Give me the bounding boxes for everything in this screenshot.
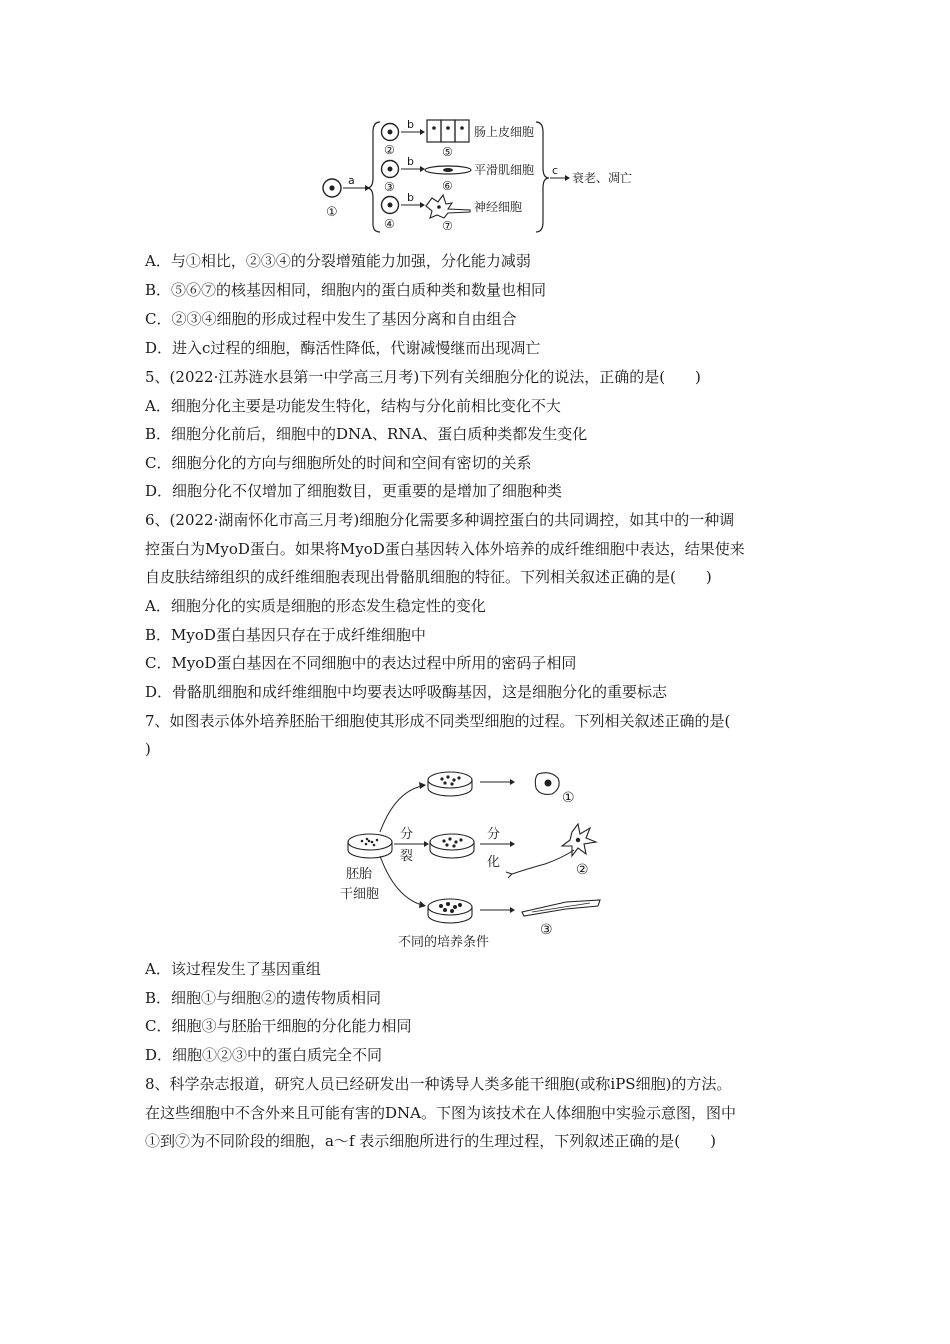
q6-stem-line-2: 控蛋白为MyoD蛋白。如果将MyoD蛋白基因转入体外培养的成纤维细胞中表达，结果使来 (145, 540, 745, 558)
label-differentiated-2: ② (576, 862, 589, 878)
q8-stem-line-1: 8、科学杂志报道，研究人员已经研发出一种诱导人类多能干细胞(或称iPS细胞)的方法。 (145, 1075, 732, 1093)
left-brace (367, 122, 380, 232)
arrow-c-label: c (552, 164, 559, 177)
label-embryo-2: 干细胞 (340, 887, 380, 902)
q4-option-c: C．②③④细胞的形成过程中发生了基因分离和自由组合 (145, 310, 517, 328)
q6-stem-line-1: 6、(2022·湖南怀化市高三月考)细胞分化需要多种调控蛋白的共同调控，如其中的一种调 (145, 511, 735, 529)
q6-option-d: D．骨骼肌细胞和成纤维细胞中均要表达呼吸酶基因，这是细胞分化的重要标志 (145, 683, 668, 701)
q5-option-b: B．细胞分化前后，细胞中的DNA、RNA、蛋白质种类都发生变化 (145, 425, 588, 443)
figure-stem-cell-culture (340, 762, 610, 952)
q4-option-a: A．与①相比，②③④的分裂增殖能力加强，分化能力减弱 (145, 252, 531, 270)
q5-stem: 5、(2022·江苏涟水县第一中学高三月考)下列有关细胞分化的说法，正确的是( ) (145, 368, 701, 386)
nerve-cell (426, 195, 470, 218)
q6-option-c: C．MyoD蛋白基因在不同细胞中的表达过程中所用的密码子相同 (145, 654, 577, 672)
label-smooth-muscle: 平滑肌细胞 (474, 163, 535, 177)
q6-option-a: A．细胞分化的实质是细胞的形态发生稳定性的变化 (145, 597, 486, 615)
label-differentiated-3: ③ (540, 922, 553, 938)
label-cell-3: ③ (384, 180, 395, 194)
differentiated-cell-3-muscle (522, 900, 600, 916)
q5-option-d: D．细胞分化不仅增加了细胞数目，更重要的是增加了细胞种类 (145, 482, 563, 500)
arrow-b-label-2: b (407, 155, 414, 168)
q7-option-a: A．该过程发生了基因重组 (145, 960, 321, 978)
label-cell-1: ① (326, 205, 338, 220)
dish-bottom (428, 899, 472, 923)
intestine-cells (427, 120, 469, 142)
label-cell-2: ② (384, 143, 395, 157)
q8-stem-line-2: 在这些细胞中不含外来且可能有害的DNA。下图为该技术在人体细胞中实验示意图，图中 (145, 1104, 736, 1122)
q7-stem-line-2: ) (145, 740, 151, 758)
label-diff-1: 分 (487, 827, 501, 842)
q5-option-a: A．细胞分化主要是功能发生特化，结构与分化前相比变化不大 (145, 397, 561, 415)
figure-cell-differentiation (310, 112, 640, 236)
q6-option-b: B．MyoD蛋白基因只存在于成纤维细胞中 (145, 626, 426, 644)
label-diff-2: 化 (487, 855, 501, 870)
figure2-caption: 不同的培养条件 (398, 935, 490, 950)
label-split-1: 分 (400, 827, 414, 842)
dish-embryonic (348, 834, 392, 858)
label-cell-4: ④ (384, 217, 395, 231)
right-brace (536, 122, 549, 232)
q7-option-b: B．细胞①与细胞②的遗传物质相同 (145, 989, 382, 1007)
differentiated-cell-1 (535, 773, 559, 795)
label-split-2: 裂 (400, 849, 414, 864)
label-cell-6: ⑥ (442, 179, 453, 193)
arrow-b-label-1: b (407, 118, 414, 131)
arrow-a-label: a (348, 174, 355, 187)
label-cell-5: ⑤ (442, 145, 453, 159)
label-cell-7: ⑦ (442, 219, 453, 233)
q8-stem-line-3: ①到⑦为不同阶段的细胞，a～f 表示细胞所进行的生理过程，下列叙述正确的是( ) (145, 1132, 716, 1150)
label-embryo-1: 胚胎 (346, 867, 373, 882)
q7-stem-line-1: 7、如图表示体外培养胚胎干细胞使其形成不同类型细胞的过程。下列相关叙述正确的是( (145, 712, 731, 730)
dish-middle (430, 834, 474, 858)
label-intestine: 肠上皮细胞 (474, 125, 535, 139)
label-differentiated-1: ① (562, 790, 575, 806)
arrow-b-label-3: b (407, 191, 414, 204)
label-nerve: 神经细胞 (474, 200, 523, 214)
q6-stem-line-3: 自皮肤结缔组织的成纤维细胞表现出骨骼肌细胞的特征。下列相关叙述正确的是( ) (145, 568, 712, 586)
q7-option-d: D．细胞①②③中的蛋白质完全不同 (145, 1046, 383, 1064)
q4-option-b: B．⑤⑥⑦的核基因相同，细胞内的蛋白质种类和数量也相同 (145, 281, 547, 299)
q5-option-c: C．细胞分化的方向与细胞所处的时间和空间有密切的关系 (145, 454, 532, 472)
label-aging: 衰老、凋亡 (572, 171, 633, 185)
q4-option-d: D．进入c过程的细胞，酶活性降低，代谢减慢继而出现凋亡 (145, 339, 541, 357)
q7-option-c: C．细胞③与胚胎干细胞的分化能力相同 (145, 1017, 412, 1035)
dish-top (428, 772, 472, 796)
